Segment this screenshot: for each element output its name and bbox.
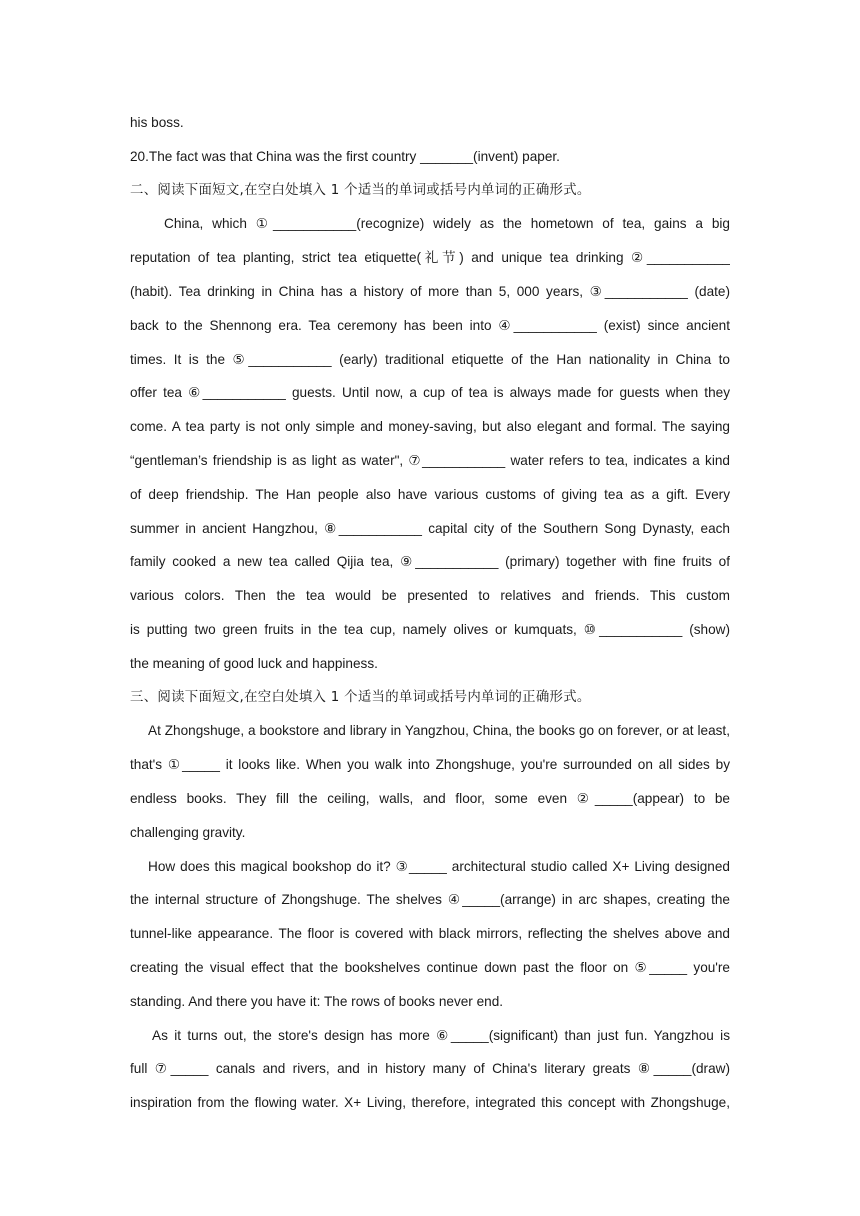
- passage-2-line: family cooked a new tea called Qijia tea, ⑨___________ (primary) together with fine fruits of: [130, 554, 730, 570]
- section-3-heading: 三、阅读下面短文,在空白处填入 1 个适当的单词或括号内单词的正确形式。: [130, 689, 591, 705]
- passage-2-line: “gentleman’s friendship is as light as water", ⑦___________ water refers to tea, indicates a kind: [130, 452, 730, 468]
- passage-2-line: times. It is the ⑤___________ (early) traditional etiquette of the Han nationality in China to: [130, 351, 730, 367]
- passage-3-line: challenging gravity.: [130, 824, 246, 840]
- text-line: his boss.: [130, 115, 184, 130]
- passage-3-line: As it turns out, the store's design has more ⑥_____(significant) than just fun. Yangzhou is: [152, 1027, 730, 1043]
- passage-2-line: offer tea ⑥___________ guests. Until now, a cup of tea is always made for guests when they: [130, 385, 730, 401]
- passage-2-line: summer in ancient Hangzhou, ⑧___________ capital city of the Southern Song Dynasty, each: [130, 520, 730, 536]
- passage-3-line: endless books. They fill the ceiling, walls, and floor, some even ②_____(appear) to be: [130, 790, 730, 806]
- passage-2-line: various colors. Then the tea would be presented to relatives and friends. This custom: [130, 588, 730, 604]
- passage-2-line: the meaning of good luck and happiness.: [130, 655, 378, 671]
- passage-2-line: China, which ①___________(recognize) widely as the hometown of tea, gains a big: [164, 216, 730, 232]
- section-2-heading: 二、阅读下面短文,在空白处填入 1 个适当的单词或括号内单词的正确形式。: [130, 182, 591, 198]
- passage-3-line: tunnel-like appearance. The floor is covered with black mirrors, reflecting the shelves above and: [130, 926, 730, 942]
- passage-3-line: full ⑦_____ canals and rivers, and in history many of China's literary greats ⑧_____(draw): [130, 1061, 730, 1077]
- question-20: 20.The fact was that China was the first country _______(invent) paper.: [130, 148, 560, 164]
- passage-2-line: is putting two green fruits in the tea cup, namely olives or kumquats, ⑩___________ (show): [130, 621, 730, 637]
- passage-3-line: creating the visual effect that the bookshelves continue down past the floor on ⑤_____ you're: [130, 959, 730, 975]
- passage-3-line: standing. And there you have it: The rows of books never end.: [130, 993, 504, 1009]
- document-body: [130, 106, 730, 1120]
- passage-3-line: At Zhongshuge, a bookstore and library in Yangzhou, China, the books go on forever, or at least,: [148, 723, 730, 739]
- passage-3-line: How does this magical bookshop do it? ③_____ architectural studio called X+ Living designed: [148, 858, 730, 874]
- passage-2-line: come. A tea party is not only simple and money-saving, but also elegant and formal. The saying: [130, 419, 730, 435]
- passage-2-line: back to the Shennong era. Tea ceremony has been into ④___________ (exist) since ancient: [130, 317, 730, 333]
- passage-2-line: reputation of tea planting, strict tea etiquette(礼节) and unique tea drinking ②___________: [130, 250, 730, 266]
- passage-3-line: that's ①_____ it looks like. When you walk into Zhongshuge, you're surrounded on all sides by: [130, 757, 730, 773]
- passage-2-line: of deep friendship. The Han people also have various customs of giving tea as a gift. Every: [130, 486, 730, 502]
- passage-2-line: (habit). Tea drinking in China has a history of more than 5, 000 years, ③___________ (date): [130, 283, 730, 299]
- passage-3-line: inspiration from the flowing water. X+ Living, therefore, integrated this concept with Zhongshuge,: [130, 1095, 730, 1111]
- passage-3-line: the internal structure of Zhongshuge. The shelves ④_____(arrange) in arc shapes, creating the: [130, 892, 730, 908]
